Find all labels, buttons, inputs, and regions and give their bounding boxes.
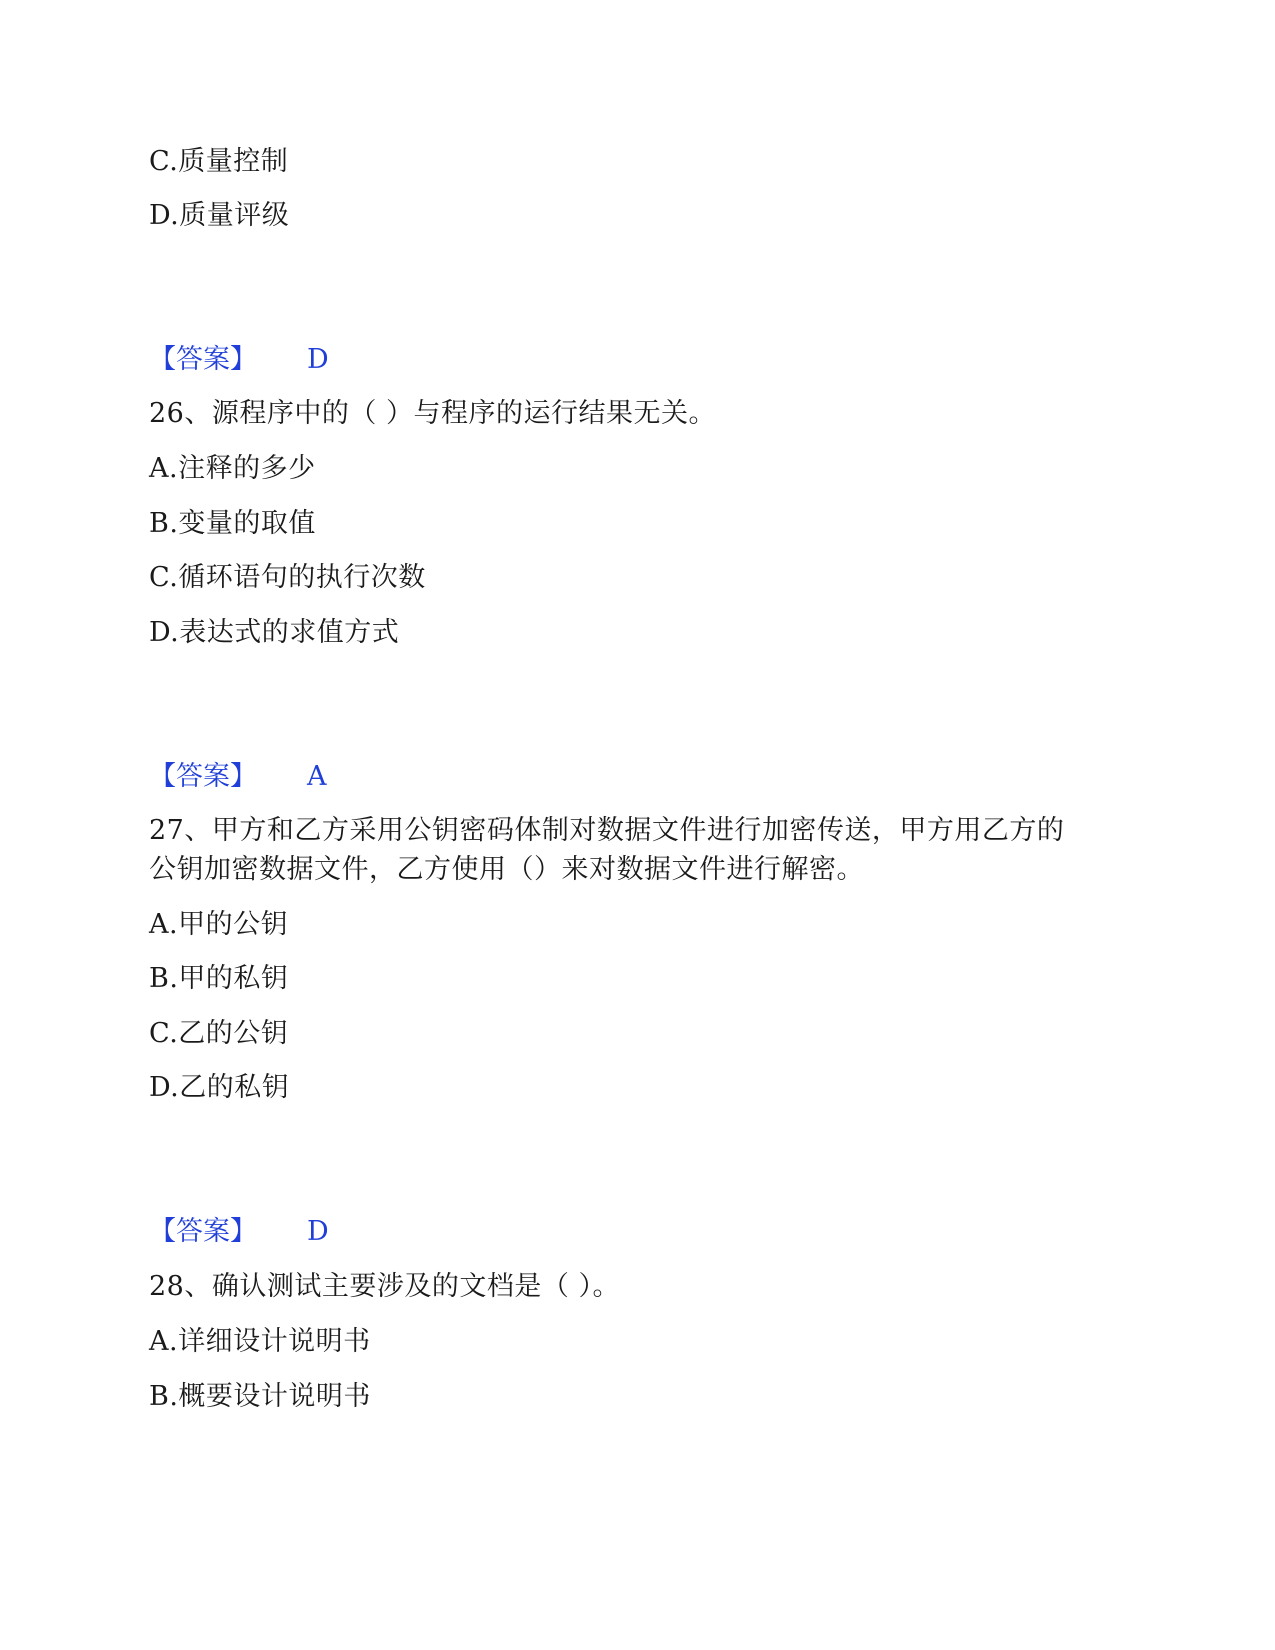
question-27-stem-line1: 27、甲方和乙方采用公钥密码体制对数据文件进行加密传送，甲方用乙方的 xyxy=(149,815,1065,846)
answer-27 xyxy=(149,1212,329,1252)
q27-option-b: B.甲的私钥 xyxy=(149,963,289,994)
question-28-stem: 28、确认测试主要涉及的文档是（ ）。 xyxy=(149,1271,620,1302)
q26-option-a: A.注释的多少 xyxy=(149,453,316,484)
q27-option-a: A.甲的公钥 xyxy=(149,909,289,940)
q27-option-c: C.乙的公钥 xyxy=(149,1018,289,1049)
q26-option-c: C.循环语句的执行次数 xyxy=(149,562,426,593)
answer-label: 【答案】 xyxy=(149,1216,257,1247)
answer-26 xyxy=(149,757,327,797)
q28-option-b: B.概要设计说明书 xyxy=(149,1381,371,1412)
question-26-stem: 26、源程序中的（ ）与程序的运行结果无关。 xyxy=(149,398,716,429)
q26-option-b: B.变量的取值 xyxy=(149,508,316,539)
answer-value: A xyxy=(307,761,327,792)
answer-prev xyxy=(149,340,329,380)
q27-option-d: D.乙的私钥 xyxy=(149,1072,290,1103)
q26-option-d: D.表达式的求值方式 xyxy=(149,617,400,648)
q28-option-a: A.详细设计说明书 xyxy=(149,1326,371,1357)
answer-value: D xyxy=(307,1216,329,1247)
answer-value: D xyxy=(307,344,329,375)
option-d-prev: D.质量评级 xyxy=(149,200,290,231)
answer-label: 【答案】 xyxy=(149,344,257,375)
answer-label: 【答案】 xyxy=(149,761,257,792)
question-27-stem-line2: 公钥加密数据文件，乙方使用（）来对数据文件进行解密。 xyxy=(149,854,864,885)
option-c-prev: C.质量控制 xyxy=(149,146,289,177)
